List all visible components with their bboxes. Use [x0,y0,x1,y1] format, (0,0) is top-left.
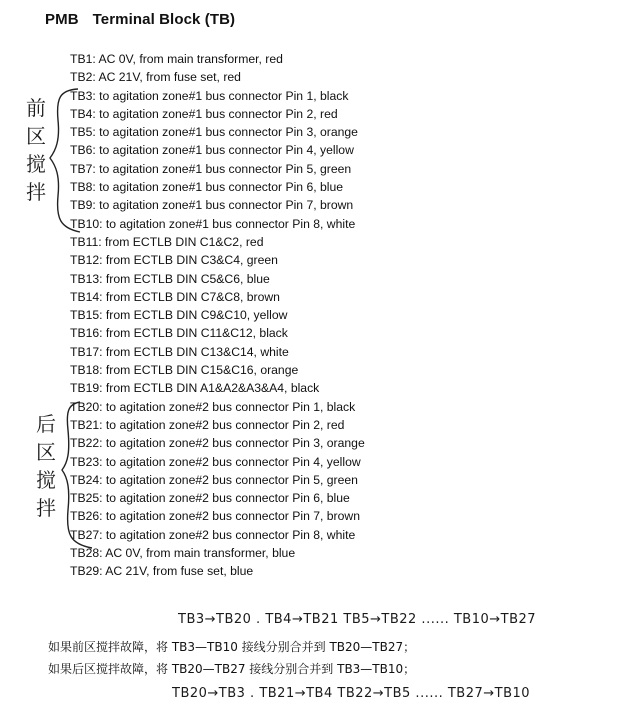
rear-zone-char: 搅 [36,468,56,492]
handwritten-mapping-rear: TB20→TB3 . TB21→TB4 TB22→TB5 ...... TB27→TB10 [172,686,531,701]
terminal-item: TB28: AC 0V, from main transformer, blue [70,546,296,561]
rear-zone-annotation [34,410,58,522]
terminal-item: TB2: AC 21V, from fuse set, red [70,70,241,85]
terminal-item: TB7: to agitation zone#1 bus connector Pin 5, green [70,161,352,176]
terminal-list [70,50,365,581]
terminal-item: TB12: from ECTLB DIN C3&C4, green [70,253,278,268]
front-zone-char: 前 [26,96,46,120]
front-zone-char: 区 [26,124,46,148]
rear-zone-char: 区 [36,440,56,464]
terminal-item: TB14: from ECTLB DIN C7&C8, brown [70,289,280,304]
rear-zone-char: 后 [36,412,56,436]
document-title [45,11,235,28]
terminal-item: TB11: from ECTLB DIN C1&C2, red [70,234,264,249]
terminal-item: TB26: to agitation zone#2 bus connector Pin 7, brown [70,509,360,524]
terminal-item: TB4: to agitation zone#1 bus connector Pin 2, red [70,106,338,121]
terminal-item: TB6: to agitation zone#1 bus connector Pin 4, yellow [70,143,354,158]
rear-zone-char: 拌 [36,496,56,520]
terminal-item: TB10: to agitation zone#1 bus connector Pin 8, white [70,216,356,231]
terminal-item: TB17: from ECTLB DIN C13&C14, white [70,344,289,359]
terminal-item: TB24: to agitation zone#2 bus connector Pin 5, green [70,472,358,487]
terminal-item: TB9: to agitation zone#1 bus connector Pin 7, brown [70,198,354,213]
handwritten-mapping-front: TB3→TB20 . TB4→TB21 TB5→TB22 ...... TB10→TB27 [178,612,537,627]
terminal-item: TB23: to agitation zone#2 bus connector Pin 4, yellow [70,454,361,469]
title-part-pmb: PMB [45,11,79,28]
terminal-item: TB25: to agitation zone#2 bus connector Pin 6, blue [70,491,350,506]
terminal-item: TB22: to agitation zone#2 bus connector Pin 3, orange [70,436,365,451]
terminal-item: TB16: from ECTLB DIN C11&C12, black [70,326,288,341]
front-zone-char: 搅 [26,152,46,176]
terminal-item: TB27: to agitation zone#2 bus connector Pin 8, white [70,527,356,542]
terminal-item: TB20: to agitation zone#2 bus connector Pin 1, black [70,399,356,414]
note-front-failure: 如果前区搅拌故障，将 TB3—TB10 接线分别合并到 TB20—TB27； [48,640,416,654]
terminal-item: TB3: to agitation zone#1 bus connector Pin 1, black [70,88,349,103]
terminal-item: TB18: from ECTLB DIN C15&C16, orange [70,363,299,378]
front-zone-char: 拌 [26,180,46,204]
terminal-item: TB29: AC 21V, from fuse set, blue [70,564,254,579]
terminal-item: TB19: from ECTLB DIN A1&A2&A3&A4, black [70,381,320,396]
title-part-terminal-block: Terminal Block (TB) [92,11,236,28]
terminal-item: TB21: to agitation zone#2 bus connector Pin 2, red [70,417,345,432]
terminal-item: TB5: to agitation zone#1 bus connector Pin 3, orange [70,125,358,140]
front-zone-annotation [24,94,48,206]
note-rear-failure: 如果后区搅拌故障，将 TB20—TB27 接线分别合并到 TB3—TB10； [48,662,416,676]
terminal-item: TB1: AC 0V, from main transformer, red [70,52,283,66]
terminal-item: TB15: from ECTLB DIN C9&C10, yellow [70,308,288,323]
terminal-item: TB8: to agitation zone#1 bus connector Pin 6, blue [70,180,344,195]
terminal-item: TB13: from ECTLB DIN C5&C6, blue [70,271,270,286]
